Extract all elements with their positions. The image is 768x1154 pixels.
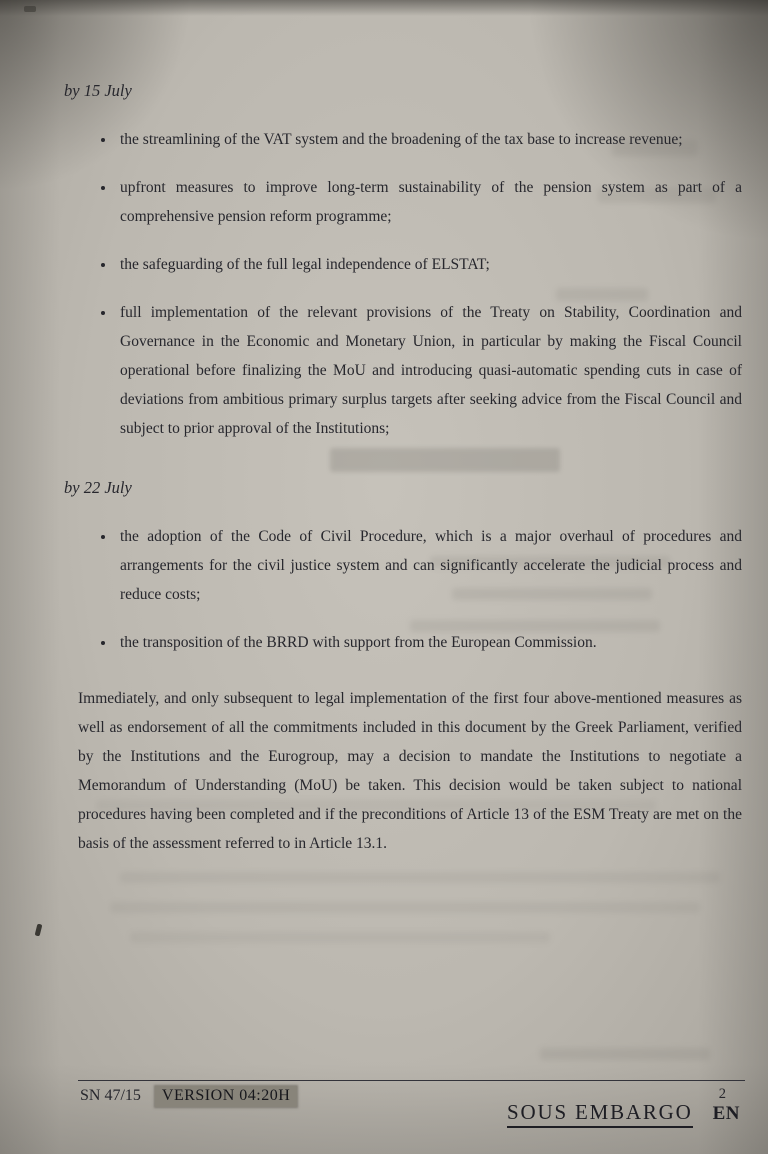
footer-embargo-block bbox=[507, 1100, 740, 1128]
bleed-through-artifact bbox=[110, 902, 700, 913]
version-stamp: VERSION 04:20H bbox=[155, 1086, 297, 1107]
list-item-text: the streamlining of the VAT system and the broadening of the tax base to increase revenue; bbox=[120, 131, 683, 148]
list-item bbox=[78, 125, 742, 154]
measures-list-22-july bbox=[78, 522, 742, 657]
list-item bbox=[78, 522, 742, 609]
document-reference: SN 47/15 bbox=[80, 1087, 141, 1104]
document-body bbox=[64, 76, 742, 874]
footer-divider bbox=[78, 1080, 745, 1081]
list-item bbox=[78, 628, 742, 657]
bleed-through-artifact bbox=[540, 1048, 710, 1060]
list-item-text: the transposition of the BRRD with support from the European Commission. bbox=[120, 634, 597, 651]
list-item bbox=[78, 298, 742, 443]
deadline-heading-15-july: by 15 July bbox=[64, 81, 132, 100]
list-item-text: the adoption of the Code of Civil Procedure, which is a major overhaul of procedures and arrangements for the civil justice system and can significantly accelerate the judicial process and reduce costs; bbox=[120, 528, 742, 603]
ink-speck bbox=[24, 6, 36, 12]
deadline-heading-22-july: by 22 July bbox=[64, 478, 132, 497]
bleed-through-artifact bbox=[120, 872, 720, 883]
measures-list-15-july bbox=[78, 125, 742, 443]
list-item bbox=[78, 250, 742, 279]
closing-paragraph: Immediately, and only subsequent to legal implementation of the first four above-mentioned measures as well as endorsement of all the commitments included in this document by the Greek Parliament, verified by the Institutions and the Eurogroup, may a decision to mandate the Institutions to negotiate a Memorandum of Understanding (MoU) be taken. This decision would be taken subject to national procedures having been completed and if the preconditions of Article 13 of the ESM Treaty are met on the basis of the assessment referred to in Article 13.1. bbox=[78, 690, 742, 852]
page-number: 2 bbox=[718, 1086, 726, 1102]
list-item bbox=[78, 173, 742, 231]
ink-speck bbox=[35, 924, 43, 937]
list-item-text: upfront measures to improve long-term sustainability of the pension system as part of a comprehensive pension reform programme; bbox=[120, 179, 742, 225]
embargo-label: SOUS EMBARGO bbox=[507, 1100, 693, 1128]
footer-reference-block bbox=[80, 1086, 297, 1107]
bleed-through-artifact bbox=[130, 932, 550, 943]
list-item-text: the safeguarding of the full legal independence of ELSTAT; bbox=[120, 256, 490, 273]
list-item-text: full implementation of the relevant provisions of the Treaty on Stability, Coordination and Governance in the Economic and Monetary Union, in particular by making the Fiscal Council operational before finalizing the MoU and introducing quasi-automatic spending cuts in case of deviations from ambitious primary surplus targets after seeking advice from the Fiscal Council and subject to prior approval of the Institutions; bbox=[120, 304, 742, 437]
language-code: EN bbox=[712, 1103, 740, 1124]
